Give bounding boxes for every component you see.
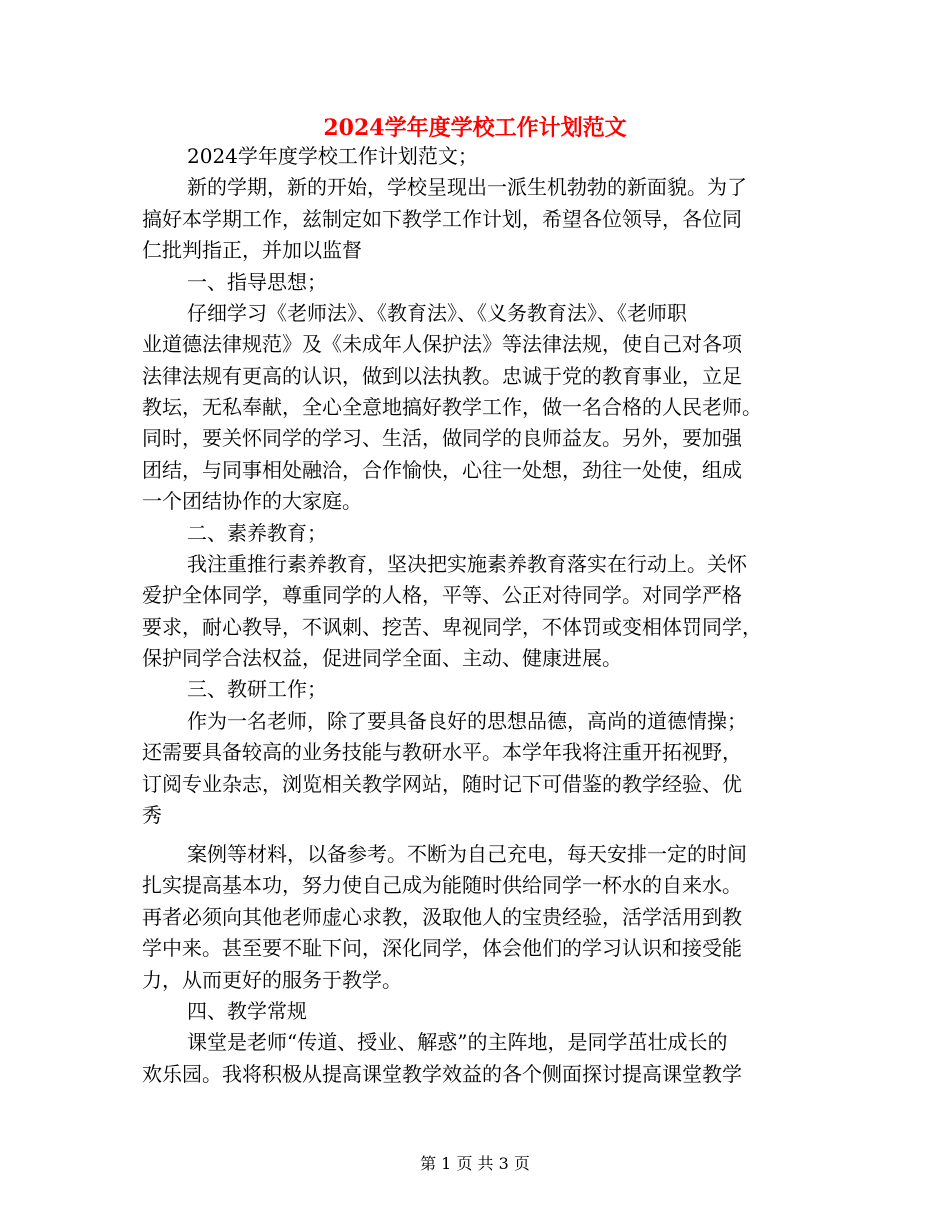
section-heading: 二、素养教育； — [187, 521, 327, 545]
document-line: 保护同学合法权益，促进同学全面、主动、健康进展。 — [142, 646, 622, 670]
document-line: 团结，与同事相处融洽，合作愉快，心往一处想，劲往一处使，组成 — [142, 458, 742, 482]
document-line: 搞好本学期工作，兹制定如下教学工作计划，希望各位领导，各位同 — [142, 207, 742, 231]
document-line: 订阅专业杂志，浏览相关教学网站，随时记下可借鉴的教学经验、优 — [142, 772, 742, 796]
document-line: 新的学期，新的开始，学校呈现出一派生机勃勃的新面貌。为了 — [187, 175, 747, 199]
document-line: 仁批判指正，并加以监督 — [142, 238, 362, 262]
document-line: 同时，要关怀同学的学习、生活，做同学的良师益友。另外，要加强 — [142, 426, 742, 450]
document-line: 再者必须向其他老师虚心求教，汲取他人的宝贵经验，活学活用到教 — [142, 905, 742, 929]
document-line: 要求，耐心教导，不讽刺、挖苦、卑视同学，不体罚或变相体罚同学， — [142, 615, 762, 639]
document-line: 学中来。甚至要不耻下问，深化同学，体会他们的学习认识和接受能 — [142, 936, 742, 960]
document-line: 我注重推行素养教育，坚决把实施素养教育落实在行动上。关怀 — [187, 552, 747, 576]
document-line: 2024学年度学校工作计划范文； — [187, 144, 478, 168]
document-line: 案例等材料，以备参考。不断为自己充电，每天安排一定的时间 — [187, 842, 747, 866]
document-line: 爱护全体同学，尊重同学的人格，平等、公正对待同学。对同学严格 — [142, 583, 742, 607]
document-line: 欢乐园。我将积极从提高课堂教学效益的各个侧面探讨提高课堂教学 — [142, 1062, 742, 1086]
document-line: 一个团结协作的大家庭。 — [142, 489, 362, 513]
document-line: 扎实提高基本功，努力使自己成为能随时供给同学一杯水的自来水。 — [142, 873, 742, 897]
document-line: 作为一名老师，除了要具备良好的思想品德，高尚的道德情操； — [187, 709, 747, 733]
document-line: 课堂是老师“传道、授业、解惑”的主阵地，是同学茁壮成长的 — [187, 1030, 728, 1054]
section-heading: 一、指导思想； — [187, 270, 327, 294]
section-heading: 四、教学常规 — [187, 999, 307, 1023]
document-line: 业道德法律规范》及《未成年人保护法》等法律法规，使自己对各项 — [142, 332, 742, 356]
document-title: 2024学年度学校工作计划范文 — [323, 115, 627, 141]
document-line: 仔细学习《老师法》、《教育法》、《义务教育法》、《老师职 — [187, 301, 687, 325]
document-line: 力，从而更好的服务于教学。 — [142, 968, 402, 992]
page-number-footer: 第 1 页 共 3 页 — [420, 1154, 530, 1173]
document-line: 秀 — [142, 803, 162, 827]
document-line: 还需要具备较高的业务技能与教研水平。本学年我将注重开拓视野， — [142, 740, 742, 764]
document-line: 法律法规有更高的认识，做到以法执教。忠诚于党的教育事业，立足 — [142, 364, 742, 388]
section-heading: 三、教研工作； — [187, 677, 327, 701]
document-line: 教坛，无私奉献，全心全意地搞好教学工作，做一名合格的人民老师。 — [142, 395, 762, 419]
